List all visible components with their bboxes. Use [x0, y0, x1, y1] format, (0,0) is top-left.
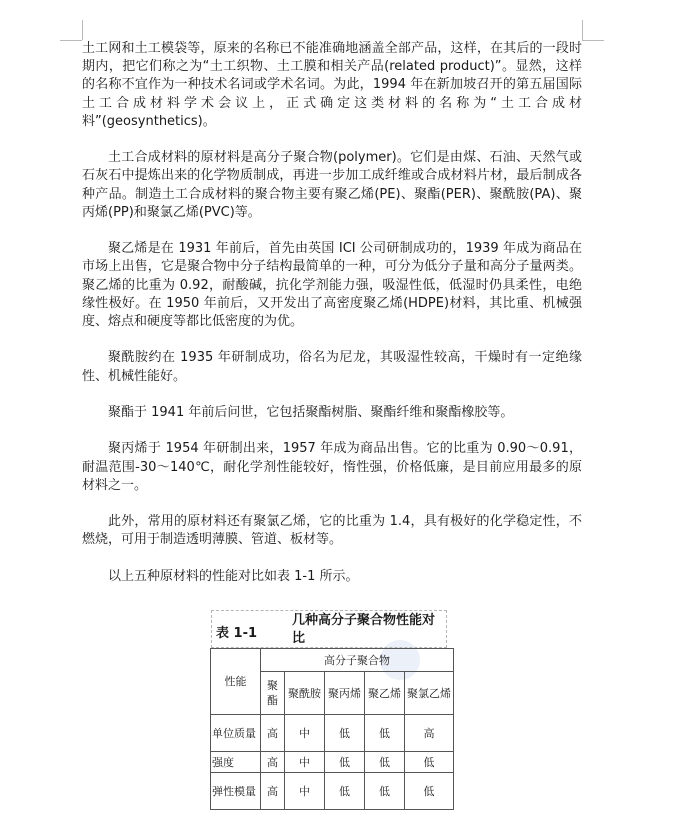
- table-cell: 中: [285, 773, 325, 810]
- table-cell: 高: [405, 715, 454, 752]
- table-cell: 低: [325, 715, 365, 752]
- table-row: [211, 773, 454, 810]
- paragraph-1: 土工网和土工模袋等，原来的名称已不能准确地涵盖全部产品，这样，在其后的一段时期内，把它们称之为“土工织物、土工膜和相关产品(related product)”。显然，这样的名称不宜作为一种技术名词或学术名词。为此，1994 年在新加坡召开的第五届国际土工合成材料学术会议上，正式确定这类材料的名称为“土工合成材料”(geosynthetics)。: [82, 41, 582, 129]
- crop-mark-top-right-h: [582, 40, 604, 41]
- table-cell: 低: [405, 773, 454, 810]
- document-body: [82, 40, 582, 586]
- crop-mark-top-right-v: [582, 20, 583, 40]
- paragraph-7: 此外，常用的原材料还有聚氯乙烯，它的比重为 1.4，具有极好的化学稳定性，不燃烧，可用于制造透明薄膜、管道、板材等。: [82, 514, 582, 548]
- table-corner-label: 性能: [211, 649, 261, 715]
- paragraph-5: 聚酯于 1941 年前后问世，它包括聚酯树脂、聚酯纤维和聚酯橡胶等。: [108, 405, 514, 420]
- paragraph-6: 聚丙烯于 1954 年研制出来，1957 年成为商品出售。它的比重为 0.90～0.91，耐温范围-30～140℃，耐化学剂性能较好，惰性强，价格低廉，是目前应用最多的原材料之一。: [82, 441, 582, 493]
- table-row: [211, 752, 454, 773]
- table-column-header: 聚乙烯: [365, 672, 405, 715]
- table-cell: 低: [405, 752, 454, 773]
- crop-mark-top-left-v: [82, 20, 83, 40]
- table-caption-title: 几种高分子聚合物性能对比: [292, 613, 436, 646]
- table-column-header: 聚酰胺: [285, 672, 325, 715]
- table-header-row: [211, 649, 454, 672]
- table-cell: 高: [261, 715, 285, 752]
- table-row: [211, 715, 454, 752]
- table-cell: 低: [365, 715, 405, 752]
- table-group-header: 高分子聚合物: [261, 649, 454, 672]
- table-column-header: 聚丙烯: [325, 672, 365, 715]
- table-row-label: 单位质量: [211, 715, 261, 752]
- table-column-header: 聚氯乙烯: [405, 672, 454, 715]
- table-cell: 低: [365, 752, 405, 773]
- table-cell: 中: [285, 715, 325, 752]
- table-cell: 高: [261, 773, 285, 810]
- table-cell: 高: [261, 752, 285, 773]
- paragraph-4: 聚酰胺约在 1935 年研制成功，俗名为尼龙，其吸湿性较高，干燥时有一定绝缘性、机械性能好。: [82, 350, 582, 384]
- table-column-header: 聚酯: [261, 672, 285, 715]
- table-caption-number: 表 1-1: [216, 626, 258, 641]
- table-caption: [211, 610, 447, 648]
- table-cell: 低: [325, 752, 365, 773]
- paragraph-3: 聚乙烯是在 1931 年前后，首先由英国 ICI 公司研制成功的，1939 年成为商品在市场上出售，它是聚合物中分子结构最简单的一种，可分为低分子量和高分子量两类。聚乙烯的比重为 0.92，耐酸碱，抗化学剂能力强，吸湿性低，低湿时仍具柔性，电绝缘性极好。在 1950 年前后，又开发出了高密度聚乙烯(HDPE)材料，其比重、机械强度、熔点和硬度等都比低密度的为优。: [82, 241, 582, 330]
- table-row-label: 强度: [211, 752, 261, 773]
- table-row-label: 弹性模量: [211, 773, 261, 810]
- properties-table: [210, 648, 454, 810]
- table-cell: 低: [325, 773, 365, 810]
- table-cell: 低: [365, 773, 405, 810]
- crop-mark-top-left-h: [60, 40, 82, 41]
- paragraph-2: 土工合成材料的原材料是高分子聚合物(polymer)。它们是由煤、石油、天然气或石灰石中提炼出来的化学物质制成，再进一步加工成纤维或合成材料片材，最后制成各种产品。制造土工合成材料的聚合物主要有聚乙烯(PE)、聚酯(PER)、聚酰胺(PA)、聚丙烯(PP)和聚氯乙烯(PVC)等。: [82, 150, 582, 220]
- paragraph-8: 以上五种原材料的性能对比如表 1-1 所示。: [108, 568, 359, 584]
- table-cell: 中: [285, 752, 325, 773]
